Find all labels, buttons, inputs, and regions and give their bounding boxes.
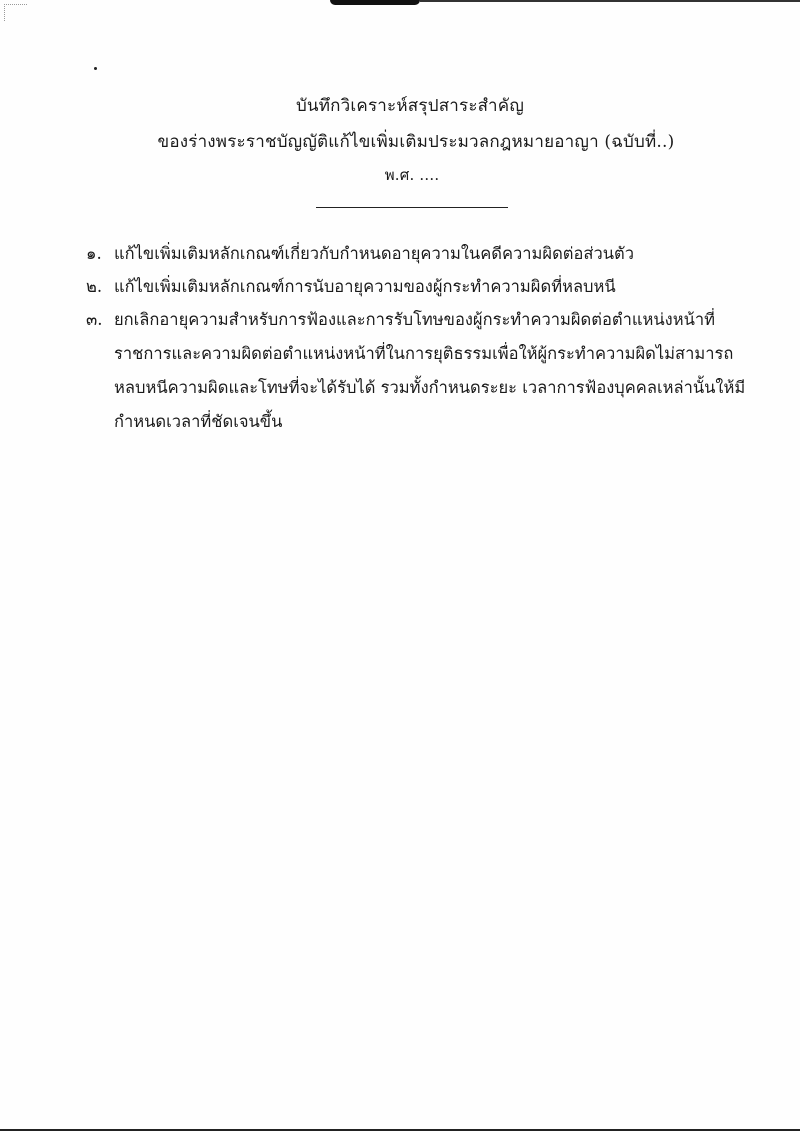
item-line: แก้ไขเพิ่มเติมหลักเกณฑ์การนับอายุความของผู้กระทำความผิดที่หลบหนี (114, 277, 616, 296)
title-divider (316, 207, 508, 208)
summary-list (86, 239, 746, 444)
item-number: ๓. (86, 310, 103, 329)
item-text (114, 239, 726, 269)
item-text (114, 305, 745, 441)
document-year: พ.ศ. .... (384, 166, 440, 184)
item-line: แก้ไขเพิ่มเติมหลักเกณฑ์เกี่ยวกับกำหนดอายุความในคดีความผิดต่อส่วนตัว (114, 244, 635, 263)
document-title: บันทึกวิเคราะห์สรุปสาระสำคัญ (295, 96, 525, 116)
scan-top-edge (420, 0, 800, 2)
list-item (86, 239, 726, 269)
list-item (86, 305, 746, 441)
item-line: กำหนดเวลาที่ชัดเจนขึ้น (114, 412, 283, 431)
item-line: ราชการและความผิดต่อตำแหน่งหน้าที่ในการยุติธรรมเพื่อให้ผู้กระทำความผิดไม่สามารถ (114, 344, 734, 363)
scan-corner-mark (4, 4, 27, 21)
list-item (86, 272, 726, 302)
item-line: หลบหนีความผิดและโทษที่จะได้รับได้ รวมทั้งกำหนดระยะ เวลาการฟ้องบุคคลเหล่านั้นให้มี (114, 378, 746, 397)
scan-top-artifact (330, 0, 420, 5)
item-line: ยกเลิกอายุความสำหรับการฟ้องและการรับโทษของผู้กระทำความผิดต่อตำแหน่งหน้าที่ (114, 310, 716, 329)
item-number: ๒. (86, 277, 103, 296)
document-subtitle: ของร่างพระราชบัญญัติแก้ไขเพิ่มเติมประมวลกฎหมายอาญา (ฉบับที่..) (157, 132, 675, 152)
item-number: ๑. (86, 244, 102, 263)
scan-dot-artifact (94, 67, 97, 70)
item-text (114, 272, 726, 302)
